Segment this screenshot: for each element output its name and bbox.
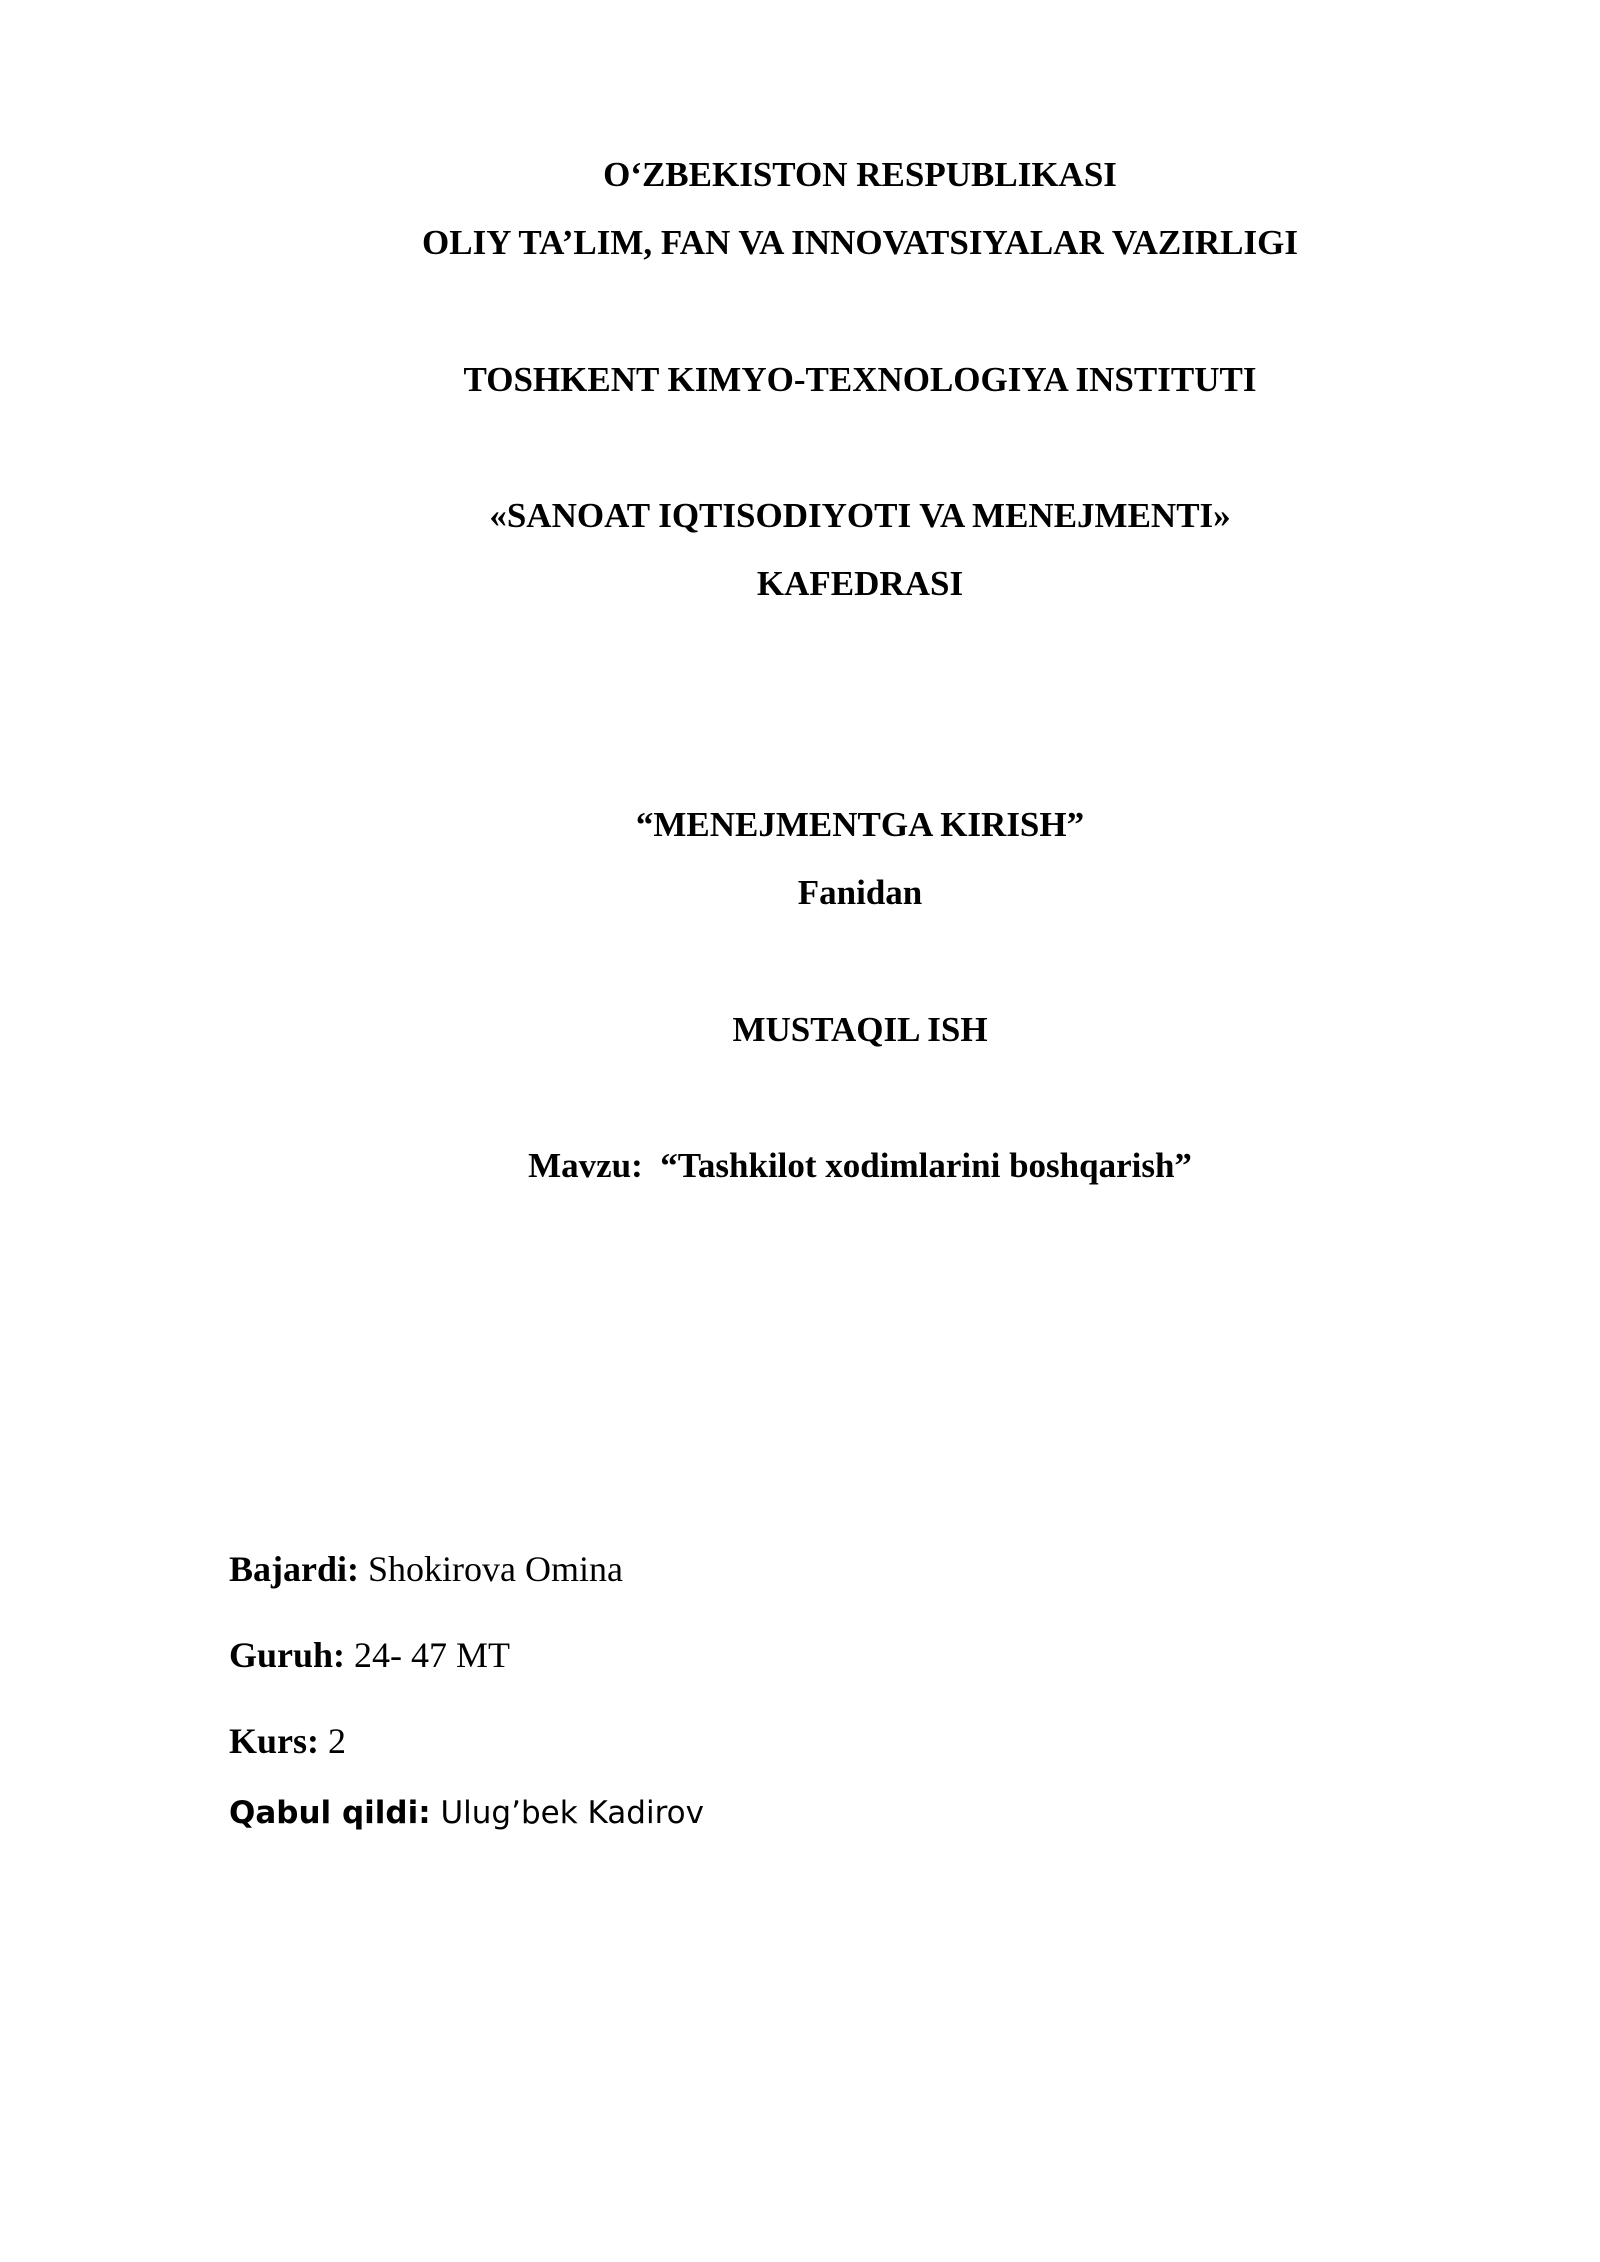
subject-suffix: Fanidan — [797, 873, 923, 912]
department-subtitle: KAFEDRASI — [756, 564, 964, 603]
accepted-by-value: Ulug’bek Kadirov — [440, 1795, 704, 1831]
accepted-by-label: Qabul qildi: — [229, 1795, 431, 1831]
topic-label: Mavzu: — [528, 1146, 643, 1185]
group-value: 24- 47 MT — [354, 1635, 511, 1675]
department-title: «SANOAT IQTISODIYOTI VA MENEJMENTI» — [489, 496, 1231, 535]
subject-title: “MENEJMENTGA KIRISH” — [635, 805, 1085, 844]
accepted-by-line — [229, 1790, 704, 1836]
course-line — [229, 1718, 346, 1764]
group-line — [229, 1632, 510, 1678]
institute-title: TOSHKENT KIMYO-TEXNOLOGIYA INSTITUTI — [463, 360, 1257, 399]
country-title: O‘ZBEKISTON RESPUBLIKASI — [603, 155, 1117, 194]
work-type-title: MUSTAQIL ISH — [732, 1010, 988, 1049]
topic-value: “Tashkilot xodimlarini boshqarish” — [660, 1146, 1192, 1185]
performed-by-line — [229, 1546, 623, 1592]
course-value: 2 — [328, 1721, 346, 1761]
group-label: Guruh: — [229, 1635, 346, 1675]
course-label: Kurs: — [229, 1721, 319, 1761]
topic-line — [0, 1144, 1600, 1188]
ministry-title: OLIY TA’LIM, FAN VA INNOVATSIYALAR VAZIRLIGI — [422, 223, 1298, 262]
performed-by-value: Shokirova Omina — [368, 1549, 623, 1589]
performed-by-label: Bajardi: — [229, 1549, 359, 1589]
